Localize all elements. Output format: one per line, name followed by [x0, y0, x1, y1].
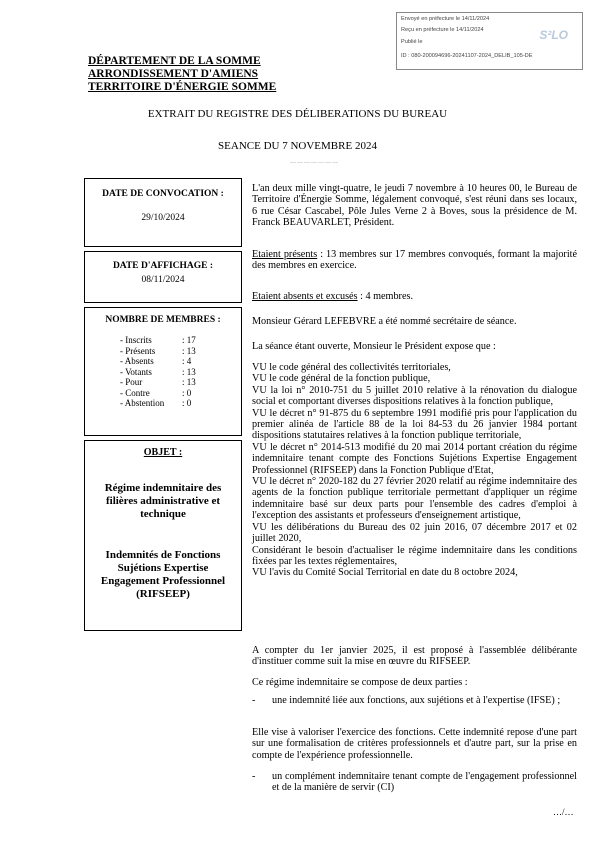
proposal-paragraph: A compter du 1er janvier 2025, il est proposé à l'assemblée délibérante d'instituer comme suit la mise en œuvre du RIFSEEP. [252, 645, 577, 668]
intro-paragraph: L'an deux mille vingt-quatre, le jeudi 7 novembre à 10 heures 00, le Bureau de Territoire d'Énergie Somme, légalement convoqué, s'est réuni dans ses locaux, 6 rue César Cascabel, Pôle Jules Verne 2 à Boves, sous la présidence de M. Franck BEAUVARLET, Président. [252, 183, 577, 229]
stamp-sent: Envoyé en préfecture le 14/11/2024 [401, 16, 490, 22]
page-continuation: …/… [553, 807, 574, 817]
vu-list [252, 362, 577, 579]
convocation-box [84, 178, 242, 247]
objet-subtitle: Indemnités de Fonctions Sujétions Expertise Engagement Professionnel (RIFSEEP) [100, 549, 226, 600]
bullet-ifse: - une indemnité liée aux fonctions, aux sujétions et à l'expertise (IFSE) ; [252, 695, 561, 706]
membres-row: - Pour : 13 [120, 377, 196, 387]
vu-item: VU le décret n° 2020-182 du 27 février 2020 relatif au régime indemnitaire des agents de la fonction publique territoriale permettant d'appliquer un régime indemnitaire basé sur deux parts pour l'ensemble des cadres d'emploi à l'exception des assistants et professeurs d'enseignement artistique, [252, 476, 577, 522]
objet-box [84, 440, 242, 631]
convocation-label: DATE DE CONVOCATION : [102, 189, 224, 199]
s2lo-logo: S²LO [539, 28, 568, 42]
membres-list [120, 335, 196, 409]
vu-item: VU la loi n° 2010-751 du 5 juillet 2010 relative à la rénovation du dialogue social et comportant diverses dispositions relatives à la fonction publique, [252, 384, 577, 408]
affichage-date: 08/11/2024 [141, 275, 185, 285]
bullet-ci: - un complément indemnitaire tenant compte de l'engagement professionnel et de la manière de servir (CI) [252, 771, 577, 794]
seance-date: SEANCE DU 7 NOVEMBRE 2024 [218, 140, 377, 152]
session-opening: La séance étant ouverte, Monsieur le Président expose que : [252, 341, 496, 352]
prefecture-stamp [396, 12, 583, 70]
arrondissement: ARRONDISSEMENT D'AMIENS [88, 68, 259, 80]
affichage-box [84, 251, 242, 303]
vu-item: VU le code général des collectivités territoriales, [252, 362, 451, 373]
vu-item: VU l'avis du Comité Social Territorial en date du 8 octobre 2024, [252, 567, 518, 579]
document-header [88, 55, 276, 94]
department: DÉPARTEMENT DE LA SOMME [88, 55, 261, 67]
membres-row: - Votants : 13 [120, 366, 196, 377]
secretary-paragraph: Monsieur Gérard LEFEBVRE a été nommé secrétaire de séance. [252, 316, 517, 327]
stamp-published: Publié le [401, 39, 423, 45]
membres-row: - Absents : 4 [120, 356, 192, 366]
vu-item: VU le décret n° 91-875 du 6 septembre 1991 modifié pris pour l'application du premier alinéa de l'article 88 de la loi 84-53 du 26 janvier 1984 portant dispositions statutaires relatives à la fonction publique territoriale, [252, 407, 577, 442]
convocation-date: 29/10/2024 [141, 213, 185, 223]
membres-row: - Inscrits : 17 [120, 335, 196, 345]
objet-title: Régime indemnitaire des filières administrative et technique [104, 482, 222, 520]
separator-dots: ………………… [290, 159, 339, 165]
territoire: TERRITOIRE D'ÉNERGIE SOMME [88, 81, 277, 93]
membres-row: - Contre : 0 [120, 387, 192, 398]
ifse-description: Elle vise à valoriser l'exercice des fonctions. Cette indemnité repose d'une part sur une formalisation de critères professionnels et d'autre part, sur la prise en compte de l'expérience professionnelle. [252, 727, 577, 761]
stamp-id: ID : 080-200094696-20241107-2024_DELIB_105-DE [401, 53, 533, 59]
membres-label: NOMBRE DE MEMBRES : [105, 315, 221, 325]
stamp-received: Reçu en préfecture le 14/11/2024 [401, 27, 484, 33]
vu-item: VU le code général de la fonction publique, [252, 373, 431, 385]
membres-row: - Présents : 13 [120, 345, 196, 356]
composition-paragraph: Ce régime indemnitaire se compose de deux parties : [252, 677, 468, 688]
absents-paragraph: Etaient absents et excusés : 4 membres. [252, 291, 413, 302]
membres-row: - Abstention : 0 [120, 398, 192, 408]
affichage-label: DATE D'AFFICHAGE : [112, 261, 214, 271]
presents-paragraph: Etaient présents : 13 membres sur 17 membres convoqués, formant la majorité des membres en exercice. [252, 249, 577, 272]
vu-item: VU le décret n° 2014-513 modifié du 20 mai 2014 portant création du régime indemnitaire tenant compte des Fonctions Sujétions Expertise Engagement Professionnel (RIFSEEP) dans la Fonction Publique d'Etat, [252, 441, 577, 476]
page-title: EXTRAIT DU REGISTRE DES DÉLIBERATIONS DU BUREAU [147, 108, 448, 120]
vu-item: Considérant le besoin d'actualiser le régime indemnitaire dans les conditions fixées par les textes réglementaires, [252, 544, 577, 567]
vu-item: VU les délibérations du Bureau des 02 juin 2016, 07 décembre 2017 et 02 juillet 2020, [252, 521, 577, 545]
objet-label: OBJET : [143, 447, 183, 458]
